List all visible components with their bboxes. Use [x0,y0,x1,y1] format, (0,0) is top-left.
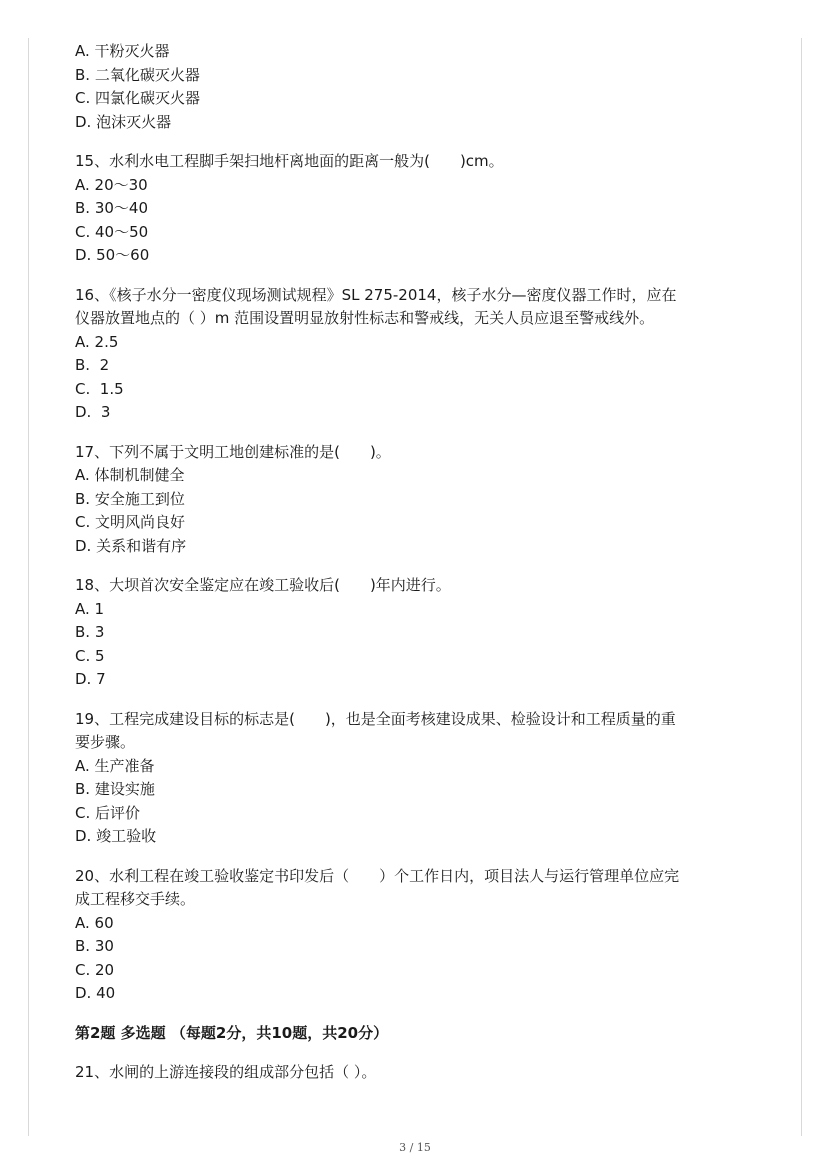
option-d: D. 50～60 [75,246,150,264]
option-a: A. 20～30 [75,175,148,194]
question-text: 18、大坝首次安全鉴定应在竣工验收后( )年内进行。 [75,576,451,594]
question-19 [75,708,765,849]
option-b: B. 建设实施 [75,780,155,798]
right-margin-line [801,38,802,1136]
option-d: D. 7 [75,670,106,688]
left-margin-line [28,38,29,1136]
option-d: D. 竣工验收 [75,827,157,845]
question-text-line-2: 要步骤。 [75,733,136,751]
question-15 [75,150,765,268]
option-b: B. 30 [75,937,114,955]
question-text-line-1: 19、工程完成建设目标的标志是( )，也是全面考核建设成果、检验设计和工程质量的重 [75,709,676,728]
question-text-line-2: 仪器放置地点的（ ）m 范围设置明显放射性标志和警戒线，无关人员应退至警戒线外。 [75,309,655,327]
page-number: 3 / 15 [399,1141,431,1154]
question-18 [75,574,765,692]
option-b: B. 2 [75,356,110,374]
question-16 [75,284,765,425]
option-c: C. 文明风尚良好 [75,513,186,531]
question-text: 15、水利水电工程脚手架扫地杆离地面的距离一般为( )cm。 [75,152,504,170]
option-b: B. 二氧化碳灭火器 [75,65,200,84]
question-17 [75,441,765,559]
question-text-line-1: 20、水利工程在竣工验收鉴定书印发后（ ）个工作日内，项目法人与运行管理单位应完 [75,866,680,885]
option-c: C. 1.5 [75,379,124,398]
option-d: D. 3 [75,403,111,421]
leading-options [75,40,765,134]
option-d: D. 40 [75,984,116,1002]
section-heading: 第2题 多选题 （每题2分，共10题，共20分） [75,1023,389,1042]
option-b: B. 安全施工到位 [75,489,185,508]
option-a: A. 60 [75,913,114,932]
option-c: C. 后评价 [75,803,141,822]
option-d: D. 关系和谐有序 [75,536,187,555]
option-a: A. 体制机制健全 [75,466,185,484]
option-b: B. 3 [75,623,105,641]
question-21 [75,1061,765,1085]
question-text: 21、水闸的上游连接段的组成部分包括（ ）。 [75,1063,377,1081]
option-c: C. 5 [75,646,105,665]
option-a: A. 1 [75,599,105,618]
option-c: C. 20 [75,960,115,979]
option-a: A. 生产准备 [75,756,155,775]
question-text-line-1: 16、《核子水分一密度仪现场测试规程》SL 275-2014，核子水分—密度仪器工作时，应在 [75,285,677,304]
option-d: D. 泡沫灭火器 [75,112,172,131]
option-c: C. 四氯化碳灭火器 [75,89,201,107]
option-b: B. 30～40 [75,199,149,217]
option-a: A. 干粉灭火器 [75,42,170,60]
page-content [75,40,765,1085]
option-c: C. 40～50 [75,222,149,241]
question-text: 17、下列不属于文明工地创建标准的是( )。 [75,442,391,461]
option-a: A. 2.5 [75,332,119,351]
question-text-line-2: 成工程移交手续。 [75,890,196,908]
question-20 [75,865,765,1006]
